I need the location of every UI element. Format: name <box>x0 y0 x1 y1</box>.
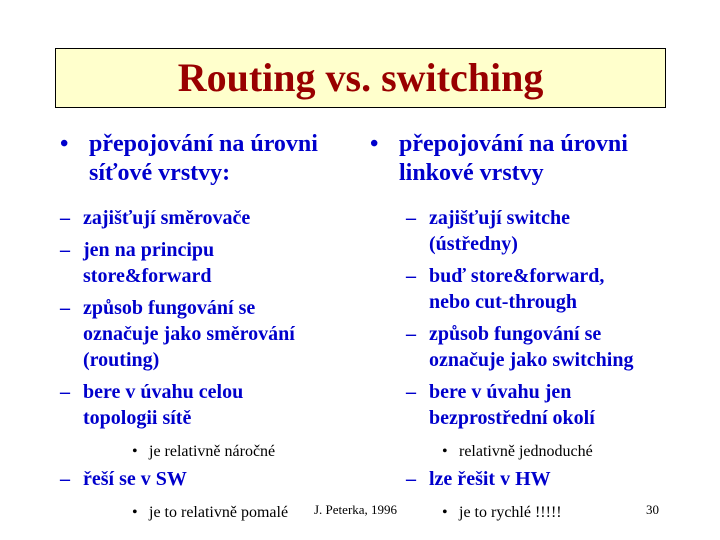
left-item-2-text: jen na principu store&forward <box>83 239 215 287</box>
right-item-3-text: způsob fungování se označuje jako switching <box>429 323 634 371</box>
right-item-4-sub <box>370 442 700 462</box>
page-number: 30 <box>646 502 659 517</box>
bullet-icon: • <box>442 504 448 521</box>
dash-icon: – <box>406 323 416 345</box>
right-heading-text: přepojování na úrovni linkové vrstvy <box>399 131 628 186</box>
bullet-icon: • <box>370 131 379 157</box>
left-item-5-sub-text: je to relativně pomalé <box>149 504 289 521</box>
dash-icon: – <box>406 468 416 490</box>
right-item-2 <box>370 263 700 315</box>
dash-icon: – <box>406 265 416 287</box>
right-item-1-text: zajišťují switche (ústředny) <box>429 207 570 255</box>
left-item-1-text: zajišťují směrovače <box>83 207 251 229</box>
right-item-4-text: bere v úvahu jen bezprostřední okolí <box>429 381 595 429</box>
bullet-icon: • <box>132 443 138 460</box>
dash-icon: – <box>60 297 70 319</box>
bullet-icon: • <box>132 504 138 521</box>
slide-title: Routing vs. switching <box>177 55 544 100</box>
right-item-5-sub-text: je to rychlé !!!!! <box>459 504 562 521</box>
left-heading <box>60 130 360 188</box>
right-item-4-sub-text: relativně jednoduché <box>459 443 593 460</box>
dash-icon: – <box>406 381 416 403</box>
right-column <box>370 130 700 523</box>
right-item-5 <box>370 466 700 492</box>
dash-icon: – <box>60 468 70 490</box>
left-item-1 <box>60 205 360 231</box>
left-column <box>60 130 360 523</box>
right-item-4 <box>370 379 700 431</box>
left-heading-text: přepojování na úrovni síťové vrstvy: <box>89 131 318 186</box>
dash-icon: – <box>60 381 70 403</box>
dash-icon: – <box>60 207 70 229</box>
right-item-1 <box>370 205 700 257</box>
left-item-5-text: řeší se v SW <box>83 468 187 490</box>
footer-author: J. Peterka, 1996 <box>314 502 398 517</box>
left-item-4-sub-text: je relativně náročné <box>149 443 276 460</box>
left-item-4-sub <box>60 442 360 462</box>
dash-icon: – <box>60 239 70 261</box>
dash-icon: – <box>406 207 416 229</box>
left-item-2 <box>60 237 360 289</box>
right-item-5-text: lze řešit v HW <box>429 468 551 490</box>
left-item-3 <box>60 295 360 373</box>
right-item-3 <box>370 321 700 373</box>
bullet-icon: • <box>60 131 69 157</box>
right-heading <box>370 130 700 188</box>
title-box <box>55 48 666 108</box>
left-item-4 <box>60 379 360 431</box>
left-item-5 <box>60 466 360 492</box>
right-item-2-text: buď store&forward, nebo cut-through <box>429 265 605 313</box>
left-item-4-text: bere v úvahu celou topologii sítě <box>83 381 244 429</box>
bullet-icon: • <box>442 443 448 460</box>
left-item-3-text: způsob fungování se označuje jako směrování (routing) <box>83 297 295 371</box>
